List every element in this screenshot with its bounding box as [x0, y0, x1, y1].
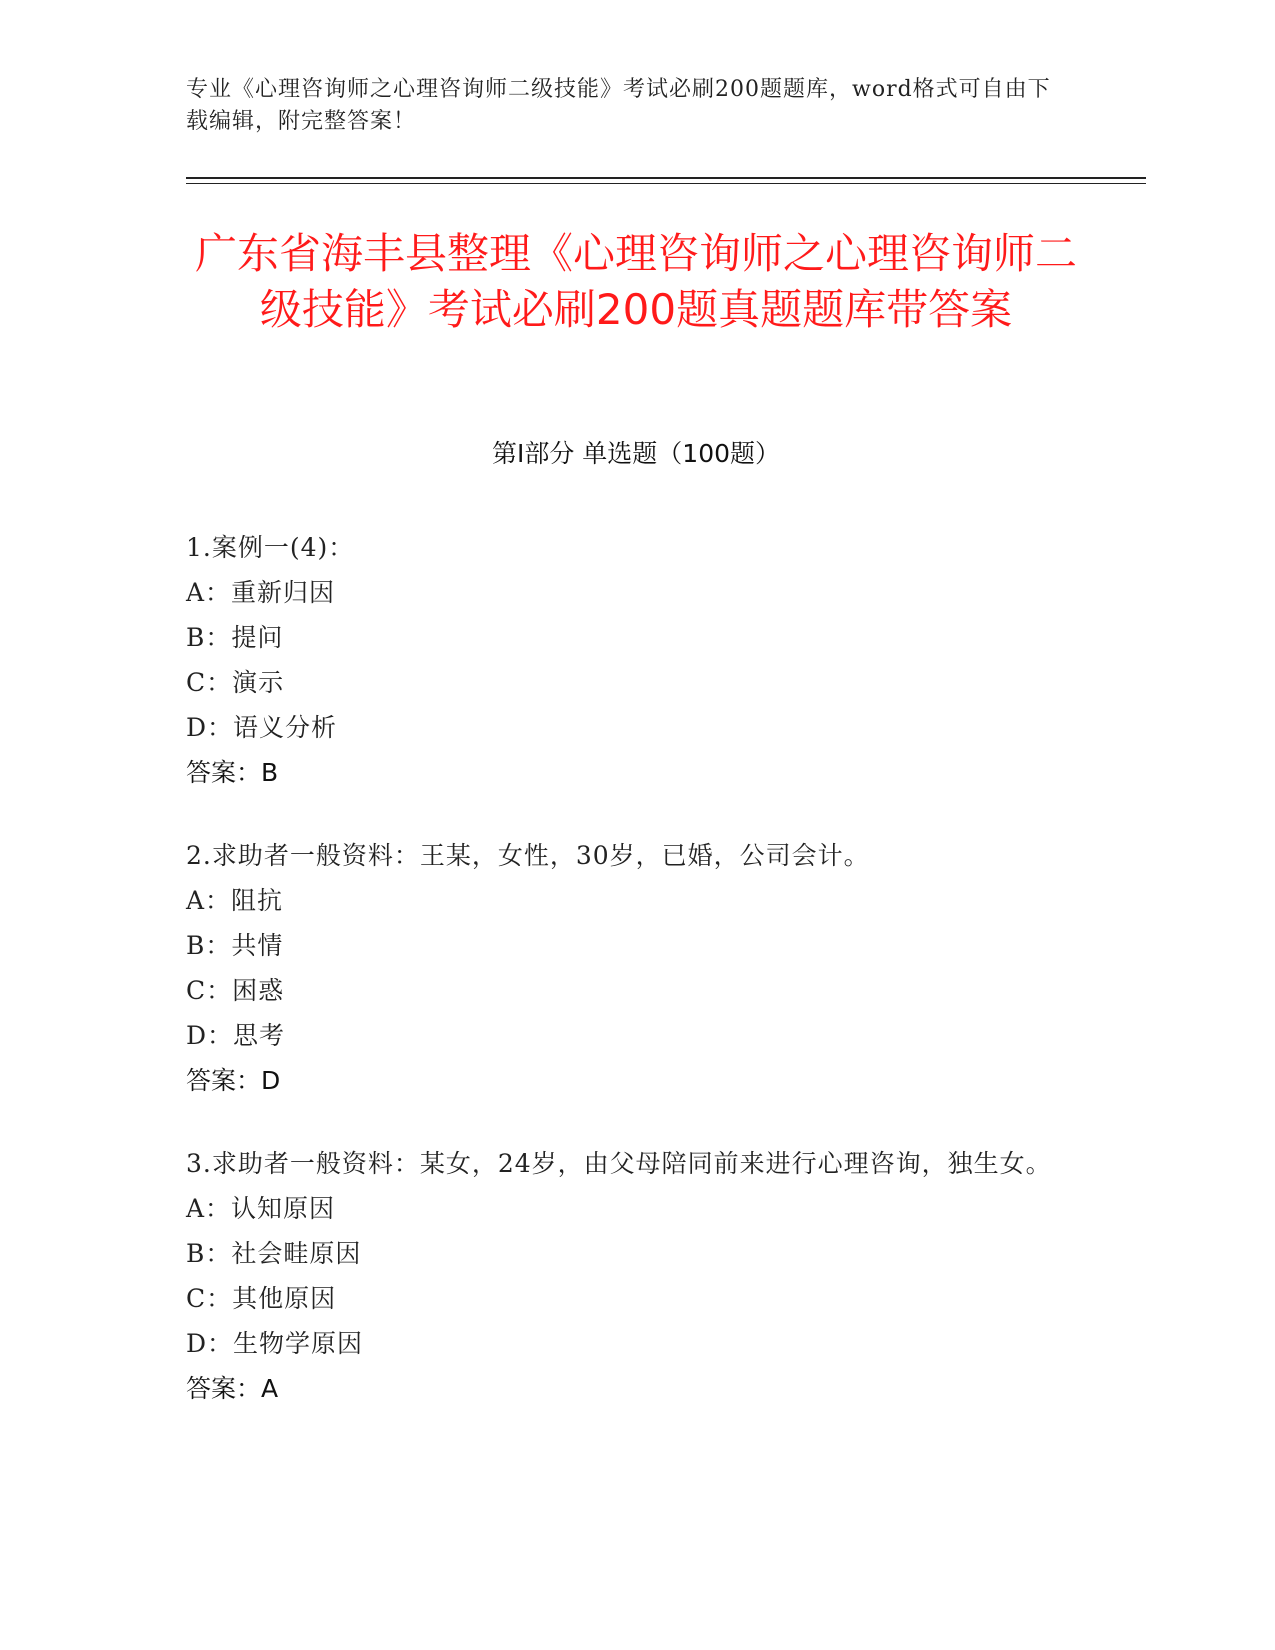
header-note: 专业《心理咨询师之心理咨询师二级技能》考试必刷200题题库，word格式可自由下载编辑，附完整答案！	[186, 77, 1051, 134]
answer-line: 答案：D	[186, 1066, 281, 1095]
document-title: 广东省海丰县整理《心理咨询师之心理咨询师二级技能》考试必刷200题真题题库带答案	[194, 229, 1077, 334]
option-b: B：共情	[186, 931, 284, 960]
option-a: A：阻抗	[186, 886, 284, 915]
option-b: B：社会畦原因	[186, 1239, 362, 1268]
question-list	[186, 525, 1066, 1449]
option-c: C：其他原因	[186, 1284, 337, 1313]
option-d: D：生物学原因	[186, 1329, 364, 1358]
option-c: C：演示	[186, 668, 285, 697]
question-text: 2.求助者一般资料：王某，女性，30岁，已婚，公司会计。	[186, 841, 870, 870]
question-text: 3.求助者一般资料：某女，24岁，由父母陪同前来进行心理咨询，独生女。	[186, 1149, 1052, 1178]
answer-line: 答案：B	[186, 758, 279, 787]
section-heading: 第Ⅰ部分 单选题（100题）	[491, 439, 781, 468]
answer-line: 答案：A	[186, 1374, 279, 1403]
option-a: A：认知原因	[186, 1194, 336, 1223]
question-2	[186, 833, 1066, 1103]
option-c: C：困惑	[186, 976, 285, 1005]
question-3	[186, 1141, 1066, 1411]
header-divider-thick	[186, 177, 1146, 179]
option-b: B：提问	[186, 623, 284, 652]
question-1	[186, 525, 1066, 795]
option-a: A：重新归因	[186, 578, 336, 607]
option-d: D：语义分析	[186, 713, 338, 742]
header-divider-thin	[186, 183, 1146, 184]
question-text: 1.案例一(4)：	[186, 533, 355, 562]
option-d: D：思考	[186, 1021, 286, 1050]
